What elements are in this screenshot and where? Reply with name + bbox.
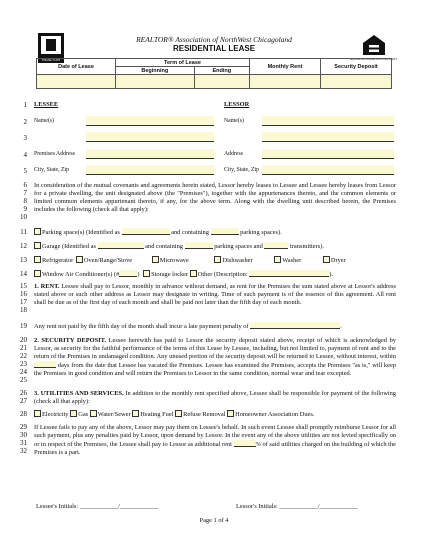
- dishwasher-checkbox[interactable]: [214, 256, 221, 263]
- beginning-field[interactable]: [116, 75, 195, 89]
- line-numbers-29-32: 29 30 31 32: [20, 423, 27, 455]
- rent-heading: 1. RENT.: [34, 283, 60, 290]
- line-number: 4: [23, 151, 27, 159]
- line-number: 2: [23, 118, 27, 126]
- window-ac-checkbox[interactable]: [34, 270, 41, 277]
- line-numbers-20-25: 20 21 22 23 24 25: [20, 336, 27, 384]
- heating-checkbox[interactable]: [132, 410, 139, 417]
- document-title: RESIDENTIAL LEASE: [172, 44, 256, 53]
- lessor-heading: LESSOR: [224, 101, 250, 108]
- line-number: 11: [20, 228, 27, 236]
- line-number: 1: [23, 101, 27, 109]
- premises-address-field[interactable]: [86, 149, 214, 159]
- appliances-line: Refrigerator Oven/Range/Stove Microwave Dishwasher Washer Dryer: [34, 256, 396, 265]
- refrigerator-checkbox[interactable]: [34, 256, 41, 263]
- late-fee-line: Any rent not paid by the fifth day of the month shall incur a late payment penalty of .: [34, 323, 342, 330]
- other-checkbox[interactable]: [190, 270, 197, 277]
- lessee-name-1-field[interactable]: [86, 116, 214, 126]
- security-deposit-header: Security Deposit: [321, 59, 392, 75]
- premises-city-field[interactable]: [86, 165, 214, 175]
- line-numbers-26-27: 26 27: [20, 389, 27, 405]
- lessor-city-field[interactable]: [262, 165, 394, 175]
- garage-line: Garage (Identified as and containing parking spaces and transmitters).: [34, 242, 324, 251]
- deposit-heading: 2. SECURITY DEPOSIT.: [34, 337, 107, 344]
- utilities-heading: 3. UTILITIES AND SERVICES.: [34, 390, 124, 397]
- utility-percent-field[interactable]: [234, 440, 256, 447]
- deposit-paragraph: 2. SECURITY DEPOSIT. Lessee herewith has paid to Lessor the security deposit stated above, receipt of which is acknowledged by Lessor, as security for the faithful performance of the terms of this Lease by Lessee, including, but not limited to, payment of rent and to the return of the Premises in undamaged condition. Any unused portion of the security deposit will be returned to Lessee, without interest, within days from the date that Lessee has vacated the Premises. Lessee has examined the Premises, accepts the Premises "as is," will keep the Premises in good condition and will return the Premises to Lessor in the same condition, normal wear and tear excepted.: [34, 337, 396, 377]
- parking-line: Parking space(s) (Identified as and containing parking spaces).: [34, 228, 282, 237]
- lessor-address-field[interactable]: [262, 149, 394, 159]
- utilities-checklist: Electricity Gas Water/Sewer Heating Fuel Refuse Removal Homeowner Association Dues.: [34, 410, 396, 419]
- garage-transmitters-field[interactable]: [264, 242, 288, 249]
- lessor-names-label: Name(s): [224, 118, 244, 124]
- late-penalty-field[interactable]: [250, 322, 340, 329]
- lessor-initials: Lessor's Initials: ____________/____________: [236, 503, 358, 510]
- parking-id-field[interactable]: [122, 228, 170, 235]
- term-of-lease-header: Term of Lease: [116, 59, 250, 67]
- security-deposit-field[interactable]: [321, 75, 392, 89]
- lessee-names-label: Name(s): [34, 118, 54, 124]
- refuse-checkbox[interactable]: [175, 410, 182, 417]
- lessee-heading: LESSEE: [34, 101, 59, 108]
- line-number: 13: [20, 256, 27, 264]
- hoa-checkbox[interactable]: [227, 410, 234, 417]
- lessor-address-label: Address: [224, 151, 243, 157]
- parking-checkbox[interactable]: [34, 228, 41, 235]
- page-number: Page 1 of 4: [199, 517, 229, 524]
- gas-checkbox[interactable]: [70, 410, 77, 417]
- date-of-lease-field[interactable]: [37, 75, 116, 89]
- rent-paragraph: 1. RENT. Lessee shall pay to Lessor, monthly in advance without demand, as rent for the Premises the sum stated above at Lessor's address stated above or such other address as Lessor may designate in writing. Time of such payment is of the essence of this agreement. All rent shall be due as of the first day of each month and shall be paid not later than the fifth day of each month.: [34, 283, 396, 306]
- electricity-checkbox[interactable]: [34, 410, 41, 417]
- window-ac-count-field[interactable]: [119, 270, 137, 277]
- intro-paragraph: In consideration of the mutual covenants and agreements herein stated, Lessor hereby leases to Lessee and Lessee hereby leases from Lessor for a private dwelling, the unit designated above (the "Premises"), together with the appurtenances thereto, and the common elements or limited common elements appurtenant thereto, if any, for the above term. Along with the dwelling unit described herein, the Premises includes the following (check all that apply):: [34, 182, 396, 213]
- garage-id-field[interactable]: [98, 242, 144, 249]
- lessor-city-label: City, State, Zip: [224, 167, 260, 173]
- storage-checkbox[interactable]: [143, 270, 150, 277]
- oven-checkbox[interactable]: [76, 256, 83, 263]
- utilities-paragraph: 3. UTILITIES AND SERVICES. In addition to the monthly rent specified above, Lessee shall be responsible for payment of the following (check all that apply):: [34, 390, 396, 405]
- lessee-name-2-field[interactable]: [86, 132, 214, 142]
- line-number: 28: [20, 410, 27, 418]
- beginning-header: Beginning: [116, 67, 195, 75]
- ending-header: Ending: [194, 67, 249, 75]
- lessor-name-2-field[interactable]: [262, 132, 394, 142]
- garage-count-field[interactable]: [185, 242, 213, 249]
- monthly-rent-header: Monthly Rent: [250, 59, 321, 75]
- line-numbers-15-18: 15 16 17 18: [20, 282, 27, 314]
- line-number: 14: [20, 270, 27, 278]
- line-number: 5: [23, 167, 27, 175]
- line-numbers-6-10: 6 7 8 9 10: [20, 181, 27, 221]
- extras-line: Window Air Conditioner(s) (# ) Storage locker Other (Description: ).: [34, 270, 396, 279]
- utilities-reimburse-paragraph: If Lessee fails to pay any of the above, Lessor may pay them on Lessee's behalf. In such event Lessee shall promptly reimburse Lessor for all such payment, plus any penalties paid by Lessor, upon demand by Lessor. In the event any of the above utilities are not levied specifically on or in respect of the Premises, the Lessee shall pay to Lessor as additional rent % of said utilities charged on the building of which the Premises is a part.: [34, 424, 396, 456]
- lessor-name-1-field[interactable]: [262, 116, 394, 126]
- washer-checkbox[interactable]: [274, 256, 281, 263]
- premises-city-label: City, State, Zip: [34, 167, 70, 173]
- dryer-checkbox[interactable]: [323, 256, 330, 263]
- line-number: 3: [23, 134, 27, 142]
- garage-checkbox[interactable]: [34, 242, 41, 249]
- terms-table: [36, 58, 392, 89]
- date-of-lease-header: Date of Lease: [37, 59, 116, 75]
- line-number: 19: [20, 322, 27, 330]
- lessee-initials: Lessee's Initials: ____________/____________: [36, 503, 159, 510]
- line-number: 12: [20, 242, 27, 250]
- monthly-rent-field[interactable]: [250, 75, 321, 89]
- other-description-field[interactable]: [249, 270, 329, 277]
- microwave-checkbox[interactable]: [152, 256, 159, 263]
- water-checkbox[interactable]: [90, 410, 97, 417]
- eho-logo-text: EQUAL HOUSING OPPORTUNITY: [350, 57, 398, 61]
- ending-field[interactable]: [194, 75, 249, 89]
- parking-count-field[interactable]: [211, 228, 239, 235]
- realtor-logo: REALTOR: [38, 33, 64, 63]
- org-name: REALTOR® Association of NorthWest Chicagoland: [136, 35, 292, 44]
- premises-address-label: Premises Address: [34, 151, 76, 157]
- deposit-return-days-field[interactable]: [34, 361, 56, 368]
